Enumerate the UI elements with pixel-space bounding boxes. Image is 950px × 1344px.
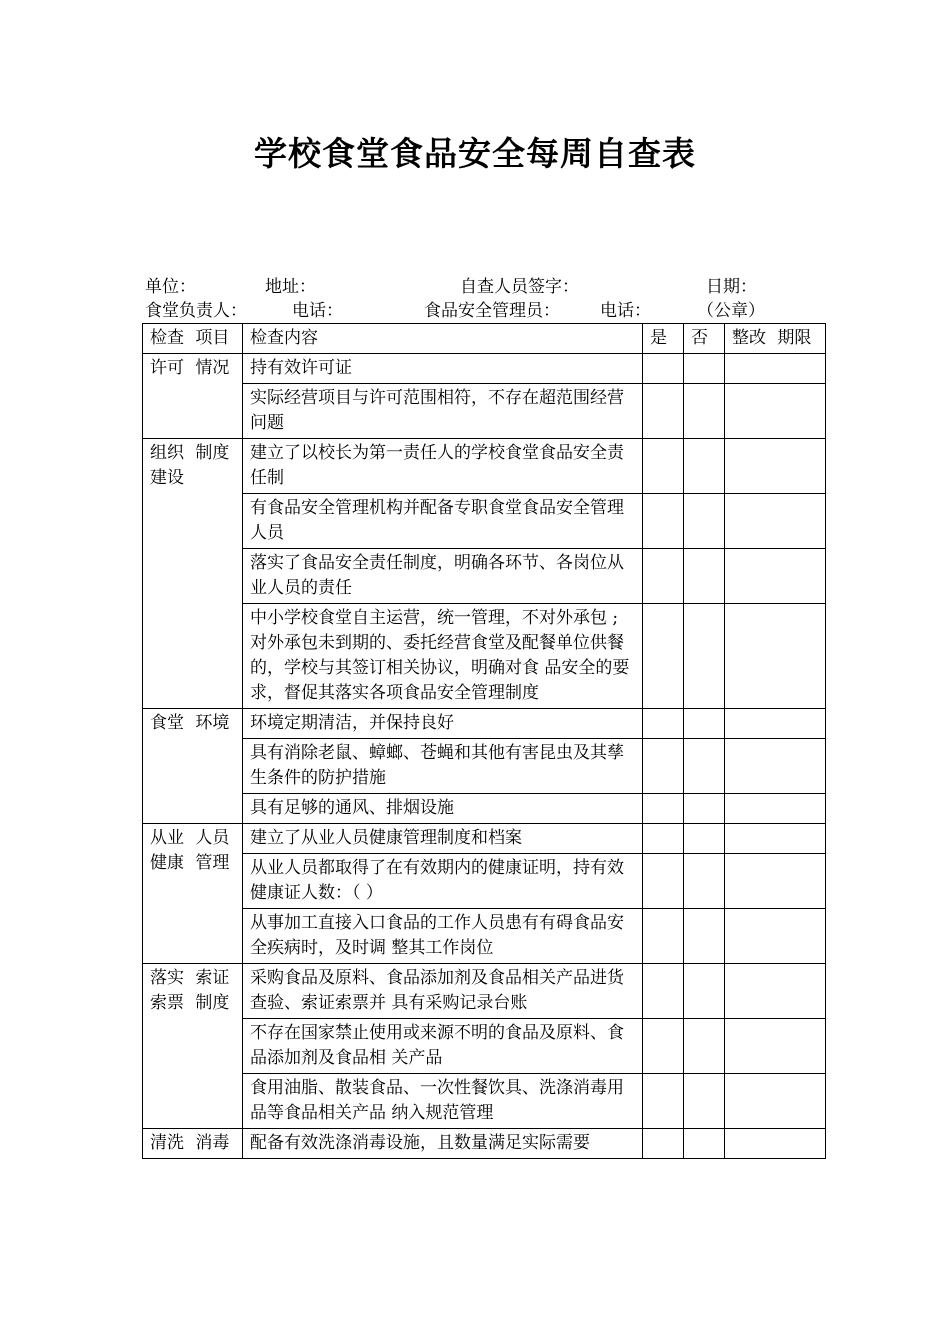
phone-label-2: 电话：: [600, 301, 651, 321]
check-content-cell: 建立了从业人员健康管理制度和档案: [243, 824, 643, 854]
check-item-cell: 从业 人员健康 管理: [143, 824, 243, 964]
yes-cell[interactable]: [643, 384, 684, 439]
table-row: [143, 1019, 826, 1074]
self-inspection-table: [142, 323, 826, 1159]
date-label: 日期：: [706, 277, 757, 297]
rectify-deadline-cell[interactable]: [725, 854, 826, 909]
table-row: [143, 354, 826, 384]
table-row: [143, 439, 826, 494]
header-item: 检查 项目: [143, 324, 243, 354]
no-cell[interactable]: [684, 549, 725, 604]
yes-cell[interactable]: [643, 909, 684, 964]
check-content-cell: 中小学校食堂自主运营，统一管理，不对外承包 ;对外承包未到期的、委托经营食堂及配餐单位供餐的，学校与其签订相关协议，明确对食 品安全的要求，督促其落实各项食品安全管理制度: [243, 604, 643, 709]
no-cell[interactable]: [684, 824, 725, 854]
seal-label: （公章）: [697, 301, 765, 321]
rectify-deadline-cell[interactable]: [725, 1019, 826, 1074]
header-content: 检查内容: [243, 324, 643, 354]
phone-label-1: 电话：: [292, 301, 343, 321]
table-row: [143, 494, 826, 549]
rectify-deadline-cell[interactable]: [725, 739, 826, 794]
rectify-deadline-cell[interactable]: [725, 549, 826, 604]
rectify-deadline-cell[interactable]: [725, 439, 826, 494]
table-row: [143, 1074, 826, 1129]
rectify-deadline-cell[interactable]: [725, 494, 826, 549]
table-row: [143, 964, 826, 1019]
check-item-cell: 组织 制度建设: [143, 439, 243, 709]
table-row: [143, 709, 826, 739]
yes-cell[interactable]: [643, 854, 684, 909]
no-cell[interactable]: [684, 494, 725, 549]
check-content-cell: 建立了以校长为第一责任人的学校食堂食品安全责任制: [243, 439, 643, 494]
header-yes: 是: [643, 324, 684, 354]
rectify-deadline-cell[interactable]: [725, 964, 826, 1019]
no-cell[interactable]: [684, 909, 725, 964]
safety-admin-label: 食品安全管理员：: [424, 301, 560, 321]
no-cell[interactable]: [684, 384, 725, 439]
check-content-cell: 具有消除老鼠、蟑螂、苍蝇和其他有害昆虫及其孳生条件的防护措施: [243, 739, 643, 794]
check-content-cell: 从业人员都取得了在有效期内的健康证明，持有效健康证人数：（ ）: [243, 854, 643, 909]
yes-cell[interactable]: [643, 549, 684, 604]
yes-cell[interactable]: [643, 1129, 684, 1159]
check-item-cell: 清洗 消毒: [143, 1129, 243, 1159]
check-item-cell: 落实 索证索票 制度: [143, 964, 243, 1129]
check-content-cell: 采购食品及原料、食品添加剂及食品相关产品进货查验、索证索票并 具有采购记录台账: [243, 964, 643, 1019]
table-row: [143, 909, 826, 964]
rectify-deadline-cell[interactable]: [725, 604, 826, 709]
check-content-cell: 落实了食品安全责任制度，明确各环节、各岗位从业人员的责任: [243, 549, 643, 604]
rectify-deadline-cell[interactable]: [725, 354, 826, 384]
rectify-deadline-cell[interactable]: [725, 709, 826, 739]
address-label: 地址：: [265, 277, 316, 297]
inspector-signature-label: 自查人员签字：: [460, 277, 579, 297]
yes-cell[interactable]: [643, 494, 684, 549]
no-cell[interactable]: [684, 439, 725, 494]
no-cell[interactable]: [684, 964, 725, 1019]
table-row: [143, 1129, 826, 1159]
yes-cell[interactable]: [643, 1019, 684, 1074]
rectify-deadline-cell[interactable]: [725, 1129, 826, 1159]
check-content-cell: 有食品安全管理机构并配备专职食堂食品安全管理人员: [243, 494, 643, 549]
check-content-cell: 食用油脂、散装食品、一次性餐饮具、洗涤消毒用品等食品相关产品 纳入规范管理: [243, 1074, 643, 1129]
no-cell[interactable]: [684, 739, 725, 794]
check-content-cell: 具有足够的通风、排烟设施: [243, 794, 643, 824]
no-cell[interactable]: [684, 709, 725, 739]
check-content-cell: 从事加工直接入口食品的工作人员患有有碍食品安全疾病时，及时调 整其工作岗位: [243, 909, 643, 964]
no-cell[interactable]: [684, 1129, 725, 1159]
no-cell[interactable]: [684, 1074, 725, 1129]
yes-cell[interactable]: [643, 709, 684, 739]
table-row: [143, 854, 826, 909]
unit-label: 单位：: [145, 277, 196, 297]
table-header-row: [143, 324, 826, 354]
no-cell[interactable]: [684, 1019, 725, 1074]
rectify-deadline-cell[interactable]: [725, 824, 826, 854]
check-content-cell: 配备有效洗涤消毒设施，且数量满足实际需要: [243, 1129, 643, 1159]
table-row: [143, 794, 826, 824]
canteen-manager-label: 食堂负责人：: [145, 301, 247, 321]
rectify-deadline-cell[interactable]: [725, 1074, 826, 1129]
rectify-deadline-cell[interactable]: [725, 909, 826, 964]
yes-cell[interactable]: [643, 604, 684, 709]
check-item-cell: 食堂 环境: [143, 709, 243, 824]
check-content-cell: 实际经营项目与许可范围相符，不存在超范围经营问题: [243, 384, 643, 439]
no-cell[interactable]: [684, 794, 725, 824]
yes-cell[interactable]: [643, 964, 684, 1019]
table-row: [143, 604, 826, 709]
page-title: 学校食堂食品安全每周自查表: [254, 134, 696, 173]
no-cell[interactable]: [684, 854, 725, 909]
check-content-cell: 持有效许可证: [243, 354, 643, 384]
rectify-deadline-cell[interactable]: [725, 384, 826, 439]
yes-cell[interactable]: [643, 439, 684, 494]
yes-cell[interactable]: [643, 1074, 684, 1129]
table-row: [143, 739, 826, 794]
yes-cell[interactable]: [643, 354, 684, 384]
table-row: [143, 384, 826, 439]
yes-cell[interactable]: [643, 824, 684, 854]
no-cell[interactable]: [684, 604, 725, 709]
check-content-cell: 环境定期清洁，并保持良好: [243, 709, 643, 739]
check-item-cell: 许可 情况: [143, 354, 243, 439]
yes-cell[interactable]: [643, 794, 684, 824]
table-row: [143, 824, 826, 854]
header-no: 否: [684, 324, 725, 354]
yes-cell[interactable]: [643, 739, 684, 794]
no-cell[interactable]: [684, 354, 725, 384]
header-rectify-deadline: 整改 期限: [725, 324, 826, 354]
table-row: [143, 549, 826, 604]
check-content-cell: 不存在国家禁止使用或来源不明的食品及原料、食品添加剂及食品相 关产品: [243, 1019, 643, 1074]
rectify-deadline-cell[interactable]: [725, 794, 826, 824]
